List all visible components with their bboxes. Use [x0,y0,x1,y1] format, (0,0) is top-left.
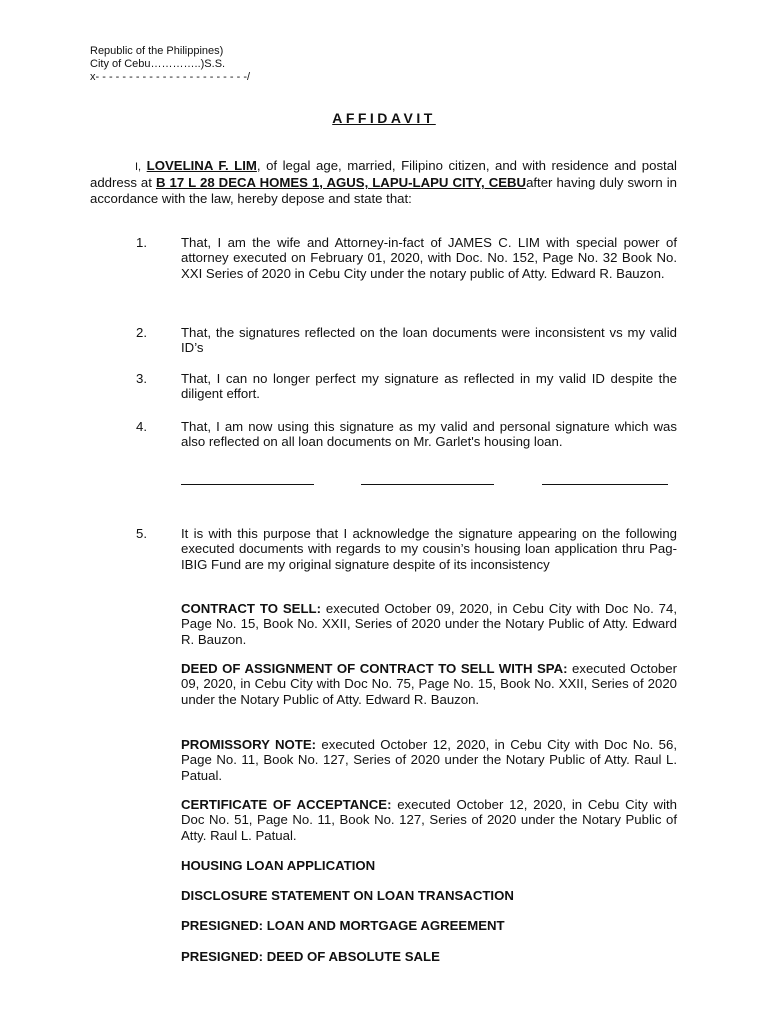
document-heading: DISCLOSURE STATEMENT ON LOAN TRANSACTION [181,888,514,903]
document-heading: PRESIGNED: LOAN AND MORTGAGE AGREEMENT [181,918,505,933]
document-label: CONTRACT TO SELL: [181,601,321,616]
document-details: executed October 09, 2020, in Cebu City with Doc No. 74, Page No. 15, Book No. XXII, Series of 2020 under the Notary Public of Atty. Edward R. Bauzon. [181,601,678,647]
document-title: AFFIDAVIT [332,110,436,126]
list-item [90,419,677,450]
signature-line [361,484,494,485]
signature-line [542,484,668,485]
header-republic: Republic of the Philippines) [90,45,224,57]
document-label: PROMISSORY NOTE: [181,737,317,752]
item-text: That, the signatures reflected on the loan documents were inconsistent vs my valid ID’s [181,325,677,356]
document-entry [181,797,677,843]
document-heading: PRESIGNED: DEED OF ABSOLUTE SALE [181,949,440,964]
list-item [90,526,677,572]
affiant-name: LOVELINA F. LIM [146,158,257,173]
intro-i: I, [135,161,142,173]
affiant-address: B 17 L 28 DECA HOMES 1, AGUS, LAPU-LAPU CITY, CEBU [155,175,527,191]
document-entry [181,737,677,783]
signature-line [181,484,314,485]
item-text: That, I can no longer perfect my signature as reflected in my valid ID despite the diligent effort. [181,371,677,402]
item-number: 4. [136,419,147,434]
list-item [90,371,677,402]
document-label: CERTIFICATE OF ACCEPTANCE: [181,797,392,812]
item-number: 5. [136,526,147,541]
document-entry [181,601,677,647]
intro-text-2: after having duly sworn in accordance with the law, hereby depose and state that: [90,175,677,206]
intro-paragraph [90,158,677,206]
intro-text-1: , of legal age, married, Filipino citizen, and with residence and postal address at [90,158,677,191]
item-number: 1. [136,235,147,250]
item-text: It is with this purpose that I acknowledge the signature appearing on the following executed documents with regards to my cousin’s housing loan application thru Pag-IBIG Fund are my original signature despite of its inconsistency [181,526,677,572]
document-heading: HOUSING LOAN APPLICATION [181,858,376,873]
header-separator: x- - - - - - - - - - - - - - - - - - - - - - -/ [90,71,251,83]
item-text: That, I am now using this signature as my valid and personal signature which was also reflected on all loan documents on Mr. Garlet's housing loan. [181,419,677,450]
list-item [90,325,677,356]
document-entry [181,661,677,707]
document-details: executed October 12, 2020, in Cebu City with Doc No. 56, Page No. 11, Book No. 127, Series of 2020 under the Notary Public of Atty. Raul L. Patual. [181,737,678,783]
document-details: executed October 09, 2020, in Cebu City with Doc No. 75, Page No. 15, Book No. XXII, Series of 2020 under the Notary Public of Atty. Edward R. Bauzon. [181,661,677,707]
list-item [90,235,677,281]
item-number: 2. [136,325,147,340]
item-text: That, I am the wife and Attorney-in-fact of JAMES C. LIM with special power of attorney executed on February 01, 2020, with Doc. No. 152, Page No. 32 Book No. XXI Series of 2020 in Cebu City under the notary public of Atty. Edward R. Bauzon. [181,235,677,281]
document-details: executed October 12, 2020, in Cebu City with Doc No. 51, Page No. 11, Book No. 127, Series of 2020 under the Notary Public of Atty. Raul L. Patual. [181,797,678,843]
document-label: DEED OF ASSIGNMENT OF CONTRACT TO SELL WITH SPA: [181,661,568,676]
item-number: 3. [136,371,147,386]
header-city: City of Cebu…………..)S.S. [90,58,226,70]
